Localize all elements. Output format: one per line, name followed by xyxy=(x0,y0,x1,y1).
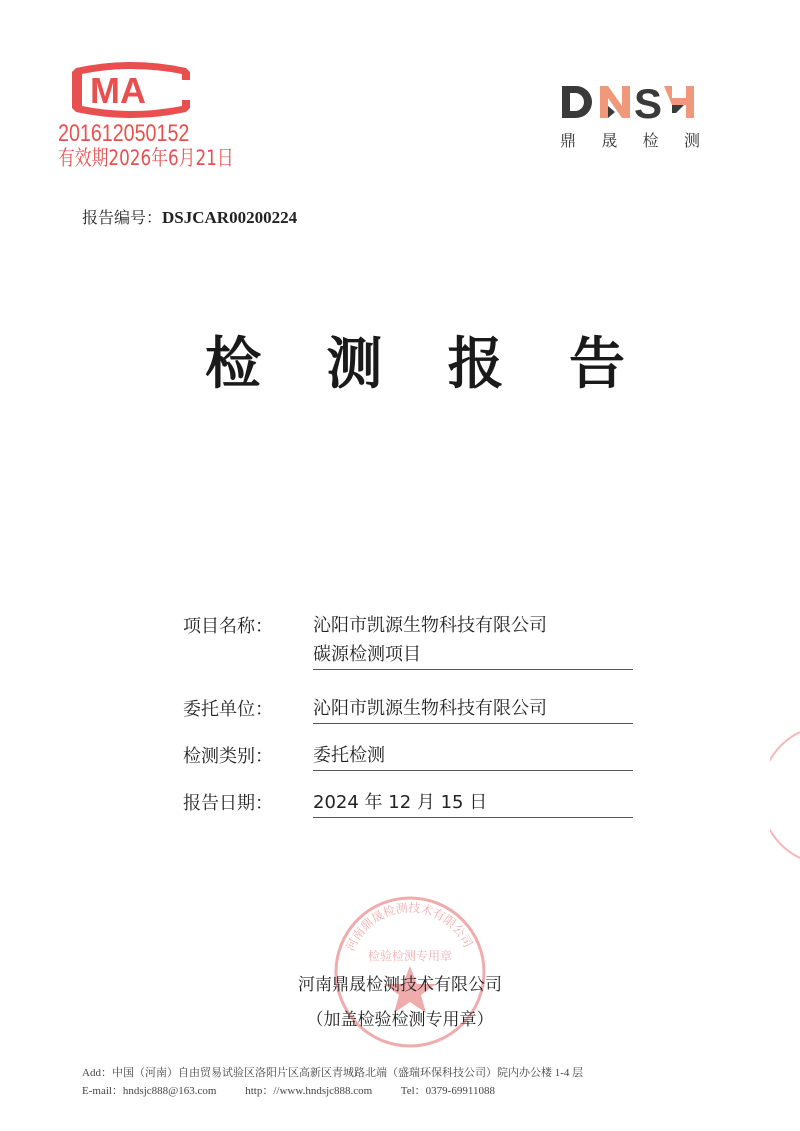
title-char: 报 xyxy=(447,331,504,397)
field-label: 检测类别： xyxy=(183,746,273,767)
cma-number: 201612050152 xyxy=(58,120,190,147)
cma-logo xyxy=(66,58,196,126)
brand-name xyxy=(560,128,700,151)
website: http：//www.hndsjc888.com xyxy=(245,1085,373,1097)
field-label: 报告日期： xyxy=(183,793,273,814)
report-number-value: DSJCAR00200224 xyxy=(162,208,298,227)
brand-logo xyxy=(560,82,700,126)
svg-text:MA: MA xyxy=(90,70,146,111)
field-value-line1: 沁阳市凯源生物科技有限公司 xyxy=(313,615,547,636)
address: Add：中国（河南）自由贸易试验区洛阳片区高新区青城路北端（盛瑞环保科技公司）院内办公楼 1-4 层 xyxy=(82,1067,584,1079)
brand-char: 测 xyxy=(683,131,700,150)
email: E-mail：hndsjc888@163.com xyxy=(82,1085,217,1097)
field-value: 沁阳市凯源生物科技有限公司 xyxy=(313,695,633,724)
svg-text:河南鼎晟检测技术有限公司: 河南鼎晟检测技术有限公司 xyxy=(343,900,476,954)
report-number xyxy=(82,205,297,228)
brand-char: 检 xyxy=(642,131,659,150)
official-seal xyxy=(330,892,490,1056)
title-char: 检 xyxy=(205,331,261,397)
field-label: 项目名称： xyxy=(183,616,273,637)
title-char: 告 xyxy=(568,331,625,397)
svg-text:S: S xyxy=(634,82,663,122)
brand-char: 晟 xyxy=(601,131,618,150)
cma-validity: 有效期2026年6月21日 xyxy=(58,146,234,170)
seal-note: （加盖检验检测专用章） xyxy=(306,1010,494,1030)
title-char: 测 xyxy=(326,331,383,397)
field-label: 委托单位： xyxy=(183,699,273,720)
brand-char: 鼎 xyxy=(560,131,577,150)
page-title xyxy=(205,320,625,400)
contact-info xyxy=(82,1064,583,1100)
field-value: 委托检测 xyxy=(313,742,633,771)
telephone: Tel：0379-69911088 xyxy=(400,1085,495,1097)
field-value: 2024 年 12 月 15 日 xyxy=(313,789,633,818)
field-value-line2: 碳源检测项目 xyxy=(313,641,633,670)
svg-text:检验检测专用章: 检验检测专用章 xyxy=(367,949,453,963)
report-number-label: 报告编号： xyxy=(82,208,163,227)
partial-seal-edge xyxy=(770,730,800,864)
issuer-company: 河南鼎晟检测技术有限公司 xyxy=(298,975,502,995)
